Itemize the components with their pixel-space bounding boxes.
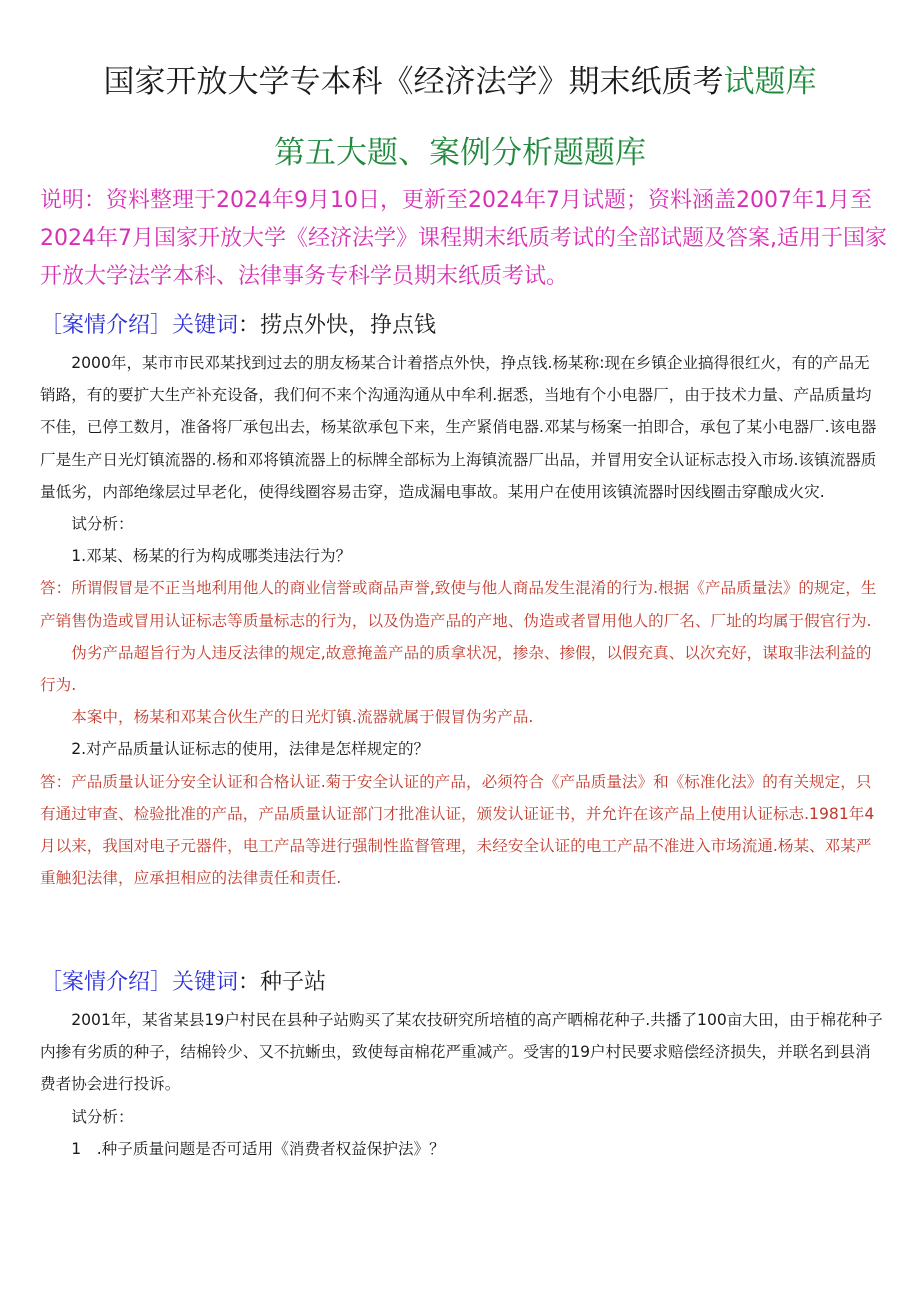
description-note: 说明：资料整理于2024年9月10日，更新至2024年7月试题；资料涵盖2007年1月至2024年7月国家开放大学《经济法学》课程期末纸质考试的全部试题及答案,适用于国家开放大学法学本科、法律事务专科学员期末纸质考试。: [40, 188, 887, 289]
page-title: [0, 60, 920, 104]
case2-heading: [40, 965, 326, 1001]
case1-content: [40, 347, 885, 894]
case1-answer-2: 答：产品质量认证分安全认证和合格认证.菊于安全认证的产品，必须符合《产品质量法》和《标准化法》的有关规定，只有通过审查、检验批准的产品，产品质量认证部门才批准认证，颁发认证证书，并允许在该产品上使用认证标志.1981年4月以来，我国对电子元器件，电工产品等进行强制性监督管理，未经安全认证的电工产品不准进入市场流通.杨某、邓某严重触犯法律，应承担相应的法律责任和责任.: [40, 772, 875, 888]
case1-answer-1-p2: 伪劣产品超旨行为人违反法律的规定,故意掩盖产品的质拿状况，掺杂、掺假，以假充真、以次充好，谋取非法利益的行为.: [40, 643, 872, 695]
case2-body: 2001年，某省某县19户村民在县种子站购买了某农技研究所培植的高产晒棉花种子.共播了100亩大田，由于棉花种子内掺有劣质的种子，结棉铃少、又不抗蜥虫，致使每亩棉花严重减产。受害的19户村民要求赔偿经济损失，并联名到县消费者协会进行投诉。: [40, 1011, 883, 1094]
case1-keyword: ：捞点外快，挣点钱: [238, 313, 437, 338]
section-subtitle: 第五大题、案例分析题题库: [274, 135, 646, 171]
case1-question-2: 2.对产品质量认证标志的使用，法律是怎样规定的？: [71, 740, 430, 759]
case1-answer-1-p1: 答：所谓假冒是不正当地利用他人的商业信誉或商品声誉,致使与他人商品发生混淆的行为.根据《产品质量法》的规定，生产销售伪造或冒用认证标志等质量标志的行为，以及伪造产品的产地、伪造或者冒用他人的厂名、厂址的均属于假官行为.: [40, 579, 877, 630]
case1-question-1: 1.邓某、杨某的行为构成哪类违法行为？: [71, 547, 352, 566]
case1-answer-1-p3: 本案中，杨某和邓某合伙生产的日光灯镇.流器就属于假冒伪劣产品.: [71, 708, 534, 727]
case2-question-1: 1 .种子质量问题是否可适用《消费者权益保护法》？: [71, 1139, 445, 1158]
title-main: 国家开放大学专本科《经济法学》期末纸质考: [103, 64, 724, 100]
case2-content: [40, 1004, 885, 1165]
case1-body: 2000年，某市市民邓某找到过去的朋友杨某合计着搭点外快，挣点钱.杨某称:现在乡镇企业搞得很红火，有的产品无销路，有的要扩大生产补充设备，我们何不来个沟通沟通从中牟利.据悉，当地有个小电器厂，由于技术力量、产品质量均不佳，已停工数月，准备将厂承包出去，杨某欲承包下来，生产紧俏电器.邓某与杨案一拍即合，承包了某小电器厂.该电器厂是生产日光灯镇流器的.杨和邓将镇流器上的标牌全部标为上海镇流器厂出品，并冒用安全认证标志投入市场.该镇流器质量低劣，内部绝缘层过早老化，使得线圈容易击穿，造成漏电事故。某用户在使用该镇流器时因线圈击穿酿成火灾.: [40, 354, 877, 501]
case2-analysis-label: 试分析：: [71, 1107, 134, 1126]
case1-analysis-label: 试分析：: [71, 515, 134, 534]
title-highlight: 试题库: [723, 64, 817, 100]
case2-intro-label: ［案情介绍］关键词: [40, 970, 239, 995]
case1-intro-label: ［案情介绍］关键词: [40, 313, 239, 338]
case2-keyword: ：种子站: [238, 970, 327, 995]
case1-heading: [40, 308, 436, 344]
